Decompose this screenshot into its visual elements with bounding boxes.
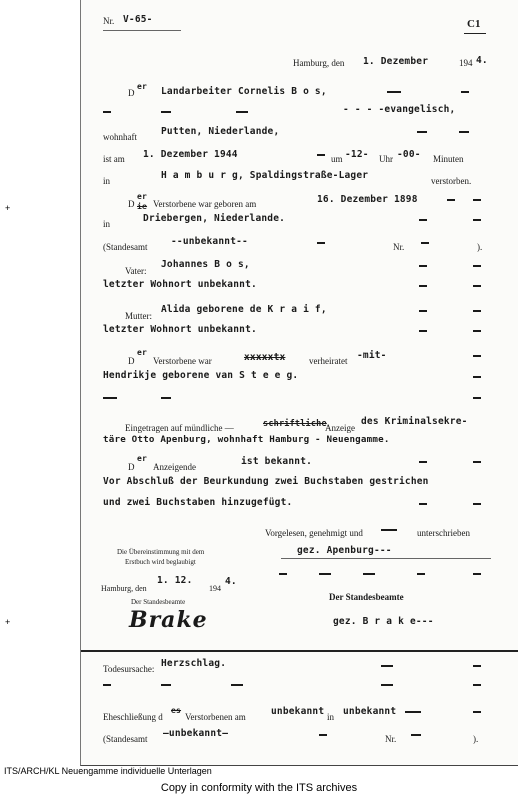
signature-year-prefix: 194	[209, 584, 221, 593]
residence: Putten, Niederlande,	[161, 126, 280, 137]
footer-nr-label: Nr.	[385, 734, 397, 744]
marriage-record-label: Eheschließung d	[103, 712, 163, 722]
punch-mark: +	[5, 203, 11, 213]
marriage-struck: xxxxxtx	[244, 352, 286, 363]
note-line2: und zwei Buchstaben hinzugefügt.	[103, 497, 293, 508]
marriage-label: Verstorbene war	[153, 356, 212, 366]
filler-dash	[387, 91, 401, 93]
report-printed: Eingetragen auf mündliche —	[125, 423, 234, 433]
filler-dash	[419, 310, 427, 312]
der-suffix: er	[137, 82, 148, 91]
filler-dash	[417, 573, 425, 575]
filler-dash	[161, 111, 171, 113]
registrar-label: Der Standesbeamte	[329, 592, 404, 602]
marriage-status: verheiratet	[309, 356, 348, 366]
death-hour: -12-	[345, 149, 369, 160]
filler-dash	[317, 154, 325, 156]
birth-place: Driebergen, Niederlande.	[143, 213, 286, 224]
death-minute: -00-	[397, 149, 421, 160]
marriage-record-label2: Verstorbenen am	[185, 712, 246, 722]
birth-der-struck: ie	[137, 202, 148, 211]
signature-year-digit: 4.	[225, 576, 237, 587]
filler-dash	[473, 684, 481, 686]
filler-dash	[231, 684, 243, 686]
filler-dash	[473, 330, 481, 332]
birth-place-label: in	[103, 219, 111, 229]
birth-label: Verstorbene war geboren am	[153, 199, 257, 209]
death-date-label: ist am	[103, 154, 125, 164]
marriage-record-struck: es	[171, 706, 182, 715]
archive-caption: ITS/ARCH/KL Neuengamme individuelle Unterlagen	[4, 766, 212, 776]
mother-name: Alida geborene de K r a i f,	[161, 304, 327, 315]
report-struck: schriftliche	[263, 419, 327, 429]
filler-dash	[161, 397, 171, 399]
note-line1: Vor Abschluß der Beurkundung zwei Buchstaben gestrichen	[103, 476, 429, 487]
footer-registry-close: ).	[473, 734, 479, 744]
report-der-prefix: D	[128, 462, 135, 472]
filler-dash	[161, 684, 171, 686]
filler-dash	[363, 573, 375, 575]
filler-dash	[473, 461, 481, 463]
nr-underline	[103, 30, 181, 31]
residence-label: wohnhaft	[103, 132, 137, 142]
filler-dash	[473, 376, 481, 378]
filler-dash	[381, 665, 393, 667]
minute-label: Minuten	[433, 154, 464, 164]
filler-dash	[473, 219, 481, 221]
read-label: Vorgelesen, genehmigt und	[265, 528, 363, 538]
filler-dash	[103, 684, 111, 686]
deceased-name: Landarbeiter Cornelis B o s,	[161, 86, 327, 97]
filler-dash	[473, 310, 481, 312]
filler-dash	[103, 397, 117, 399]
place-date-label: Hamburg, den	[293, 58, 345, 68]
filler-dash	[461, 91, 469, 93]
report-anzeigende: Anzeigende	[153, 462, 196, 472]
certificate-sheet	[80, 0, 518, 766]
marriage-record-date: unbekannt	[271, 706, 325, 717]
died-label: verstorben.	[431, 176, 472, 186]
father-name: Johannes B o s,	[161, 259, 250, 270]
filler-dash	[381, 529, 397, 531]
marriage-der-prefix: D	[128, 356, 135, 366]
year-prefix: 194	[459, 58, 473, 68]
certify-line2: Erstbuch wird beglaubigt	[125, 558, 196, 566]
year-digit: 4.	[476, 55, 488, 66]
filler-dash	[419, 265, 427, 267]
footer-registry-label: (Standesamt	[103, 734, 148, 744]
place-date-value: 1. Dezember	[363, 56, 429, 67]
filler-dash	[473, 199, 481, 201]
father-label: Vater:	[125, 266, 147, 276]
informant-signature: gez. Apenburg---	[297, 545, 392, 556]
marriage-der-suffix: er	[137, 348, 148, 357]
nr-value: V-65-	[123, 14, 153, 25]
filler-dash	[447, 199, 455, 201]
filler-dash	[103, 111, 111, 113]
nr-label: Nr.	[103, 16, 115, 26]
signature-date-label: Hamburg, den	[101, 584, 147, 593]
footer-registry: —unbekannt—	[163, 728, 229, 739]
filler-dash	[419, 330, 427, 332]
filler-dash	[419, 461, 427, 463]
filler-dash	[473, 355, 481, 357]
registrar-handwritten-signature: Brake	[129, 607, 208, 633]
conformity-caption: Copy in conformity with the ITS archives	[160, 782, 358, 794]
report-der-suffix: er	[137, 454, 148, 463]
mother-residence: letzter Wohnort unbekannt.	[103, 324, 257, 335]
birth-registry-close: ).	[477, 242, 483, 252]
filler-dash	[473, 573, 481, 575]
signature-date: 1. 12.	[157, 575, 193, 586]
filler-dash	[419, 219, 427, 221]
cause-label: Todesursache:	[103, 664, 155, 674]
filler-dash	[405, 711, 421, 713]
religion: - - - -evangelisch,	[343, 104, 456, 115]
report-known: ist bekannt.	[241, 456, 313, 467]
filler-dash	[411, 734, 421, 736]
filler-dash	[473, 503, 481, 505]
filler-dash	[419, 285, 427, 287]
filler-dash	[279, 573, 287, 575]
cause-of-death: Herzschlag.	[161, 658, 227, 669]
marriage-record-place: unbekannt	[343, 706, 397, 717]
filler-dash	[417, 131, 427, 133]
birth-date: 16. Dezember 1898	[317, 194, 418, 205]
father-residence: letzter Wohnort unbekannt.	[103, 279, 257, 290]
report-printed2: Anzeige	[325, 423, 355, 433]
spouse-name: Hendrikje geborene van S t e e g.	[103, 370, 299, 381]
filler-dash	[473, 265, 481, 267]
birth-registry: --unbekannt--	[171, 236, 248, 247]
filler-dash	[473, 285, 481, 287]
filler-dash	[319, 734, 327, 736]
form-code-underline	[464, 33, 486, 34]
filler-dash	[473, 665, 481, 667]
birth-nr-label: Nr.	[393, 242, 405, 252]
time-label: um	[331, 154, 343, 164]
death-place-label: in	[103, 176, 111, 186]
birth-der-prefix: D	[128, 199, 135, 209]
filler-dash	[473, 711, 481, 713]
death-date: 1. Dezember 1944	[143, 149, 238, 160]
registrar-small-label: Der Standesbeamte	[131, 598, 186, 606]
filler-dash	[473, 397, 481, 399]
marriage-record-in: in	[327, 712, 335, 722]
birth-registry-label: (Standesamt	[103, 242, 148, 252]
signature-line	[281, 558, 491, 559]
filler-dash	[236, 111, 248, 113]
death-place: H a m b u r g, Spaldingstraße-Lager	[161, 170, 369, 181]
filler-dash	[381, 684, 393, 686]
informant-line1: des Kriminalsekre-	[361, 416, 468, 427]
der-prefix: D	[128, 88, 135, 98]
informant-line2: täre Otto Apenburg, wohnhaft Hamburg - Neuengamme.	[103, 434, 390, 445]
separator-line	[81, 650, 518, 652]
filler-dash	[319, 573, 331, 575]
filler-dash	[317, 242, 325, 244]
filler-dash	[459, 131, 469, 133]
hour-label: Uhr	[379, 154, 393, 164]
signed-label: unterschrieben	[417, 528, 470, 538]
punch-mark: +	[5, 617, 11, 627]
birth-der-suffix: er	[137, 192, 148, 201]
filler-dash	[419, 503, 427, 505]
marriage-with: -mit-	[357, 350, 387, 361]
certify-line1: Die Übereinstimmung mit dem	[117, 548, 205, 556]
registrar-signature: gez. B r a k e---	[333, 616, 434, 627]
filler-dash	[421, 242, 429, 244]
mother-label: Mutter:	[125, 311, 152, 321]
form-code: C1	[467, 18, 481, 30]
